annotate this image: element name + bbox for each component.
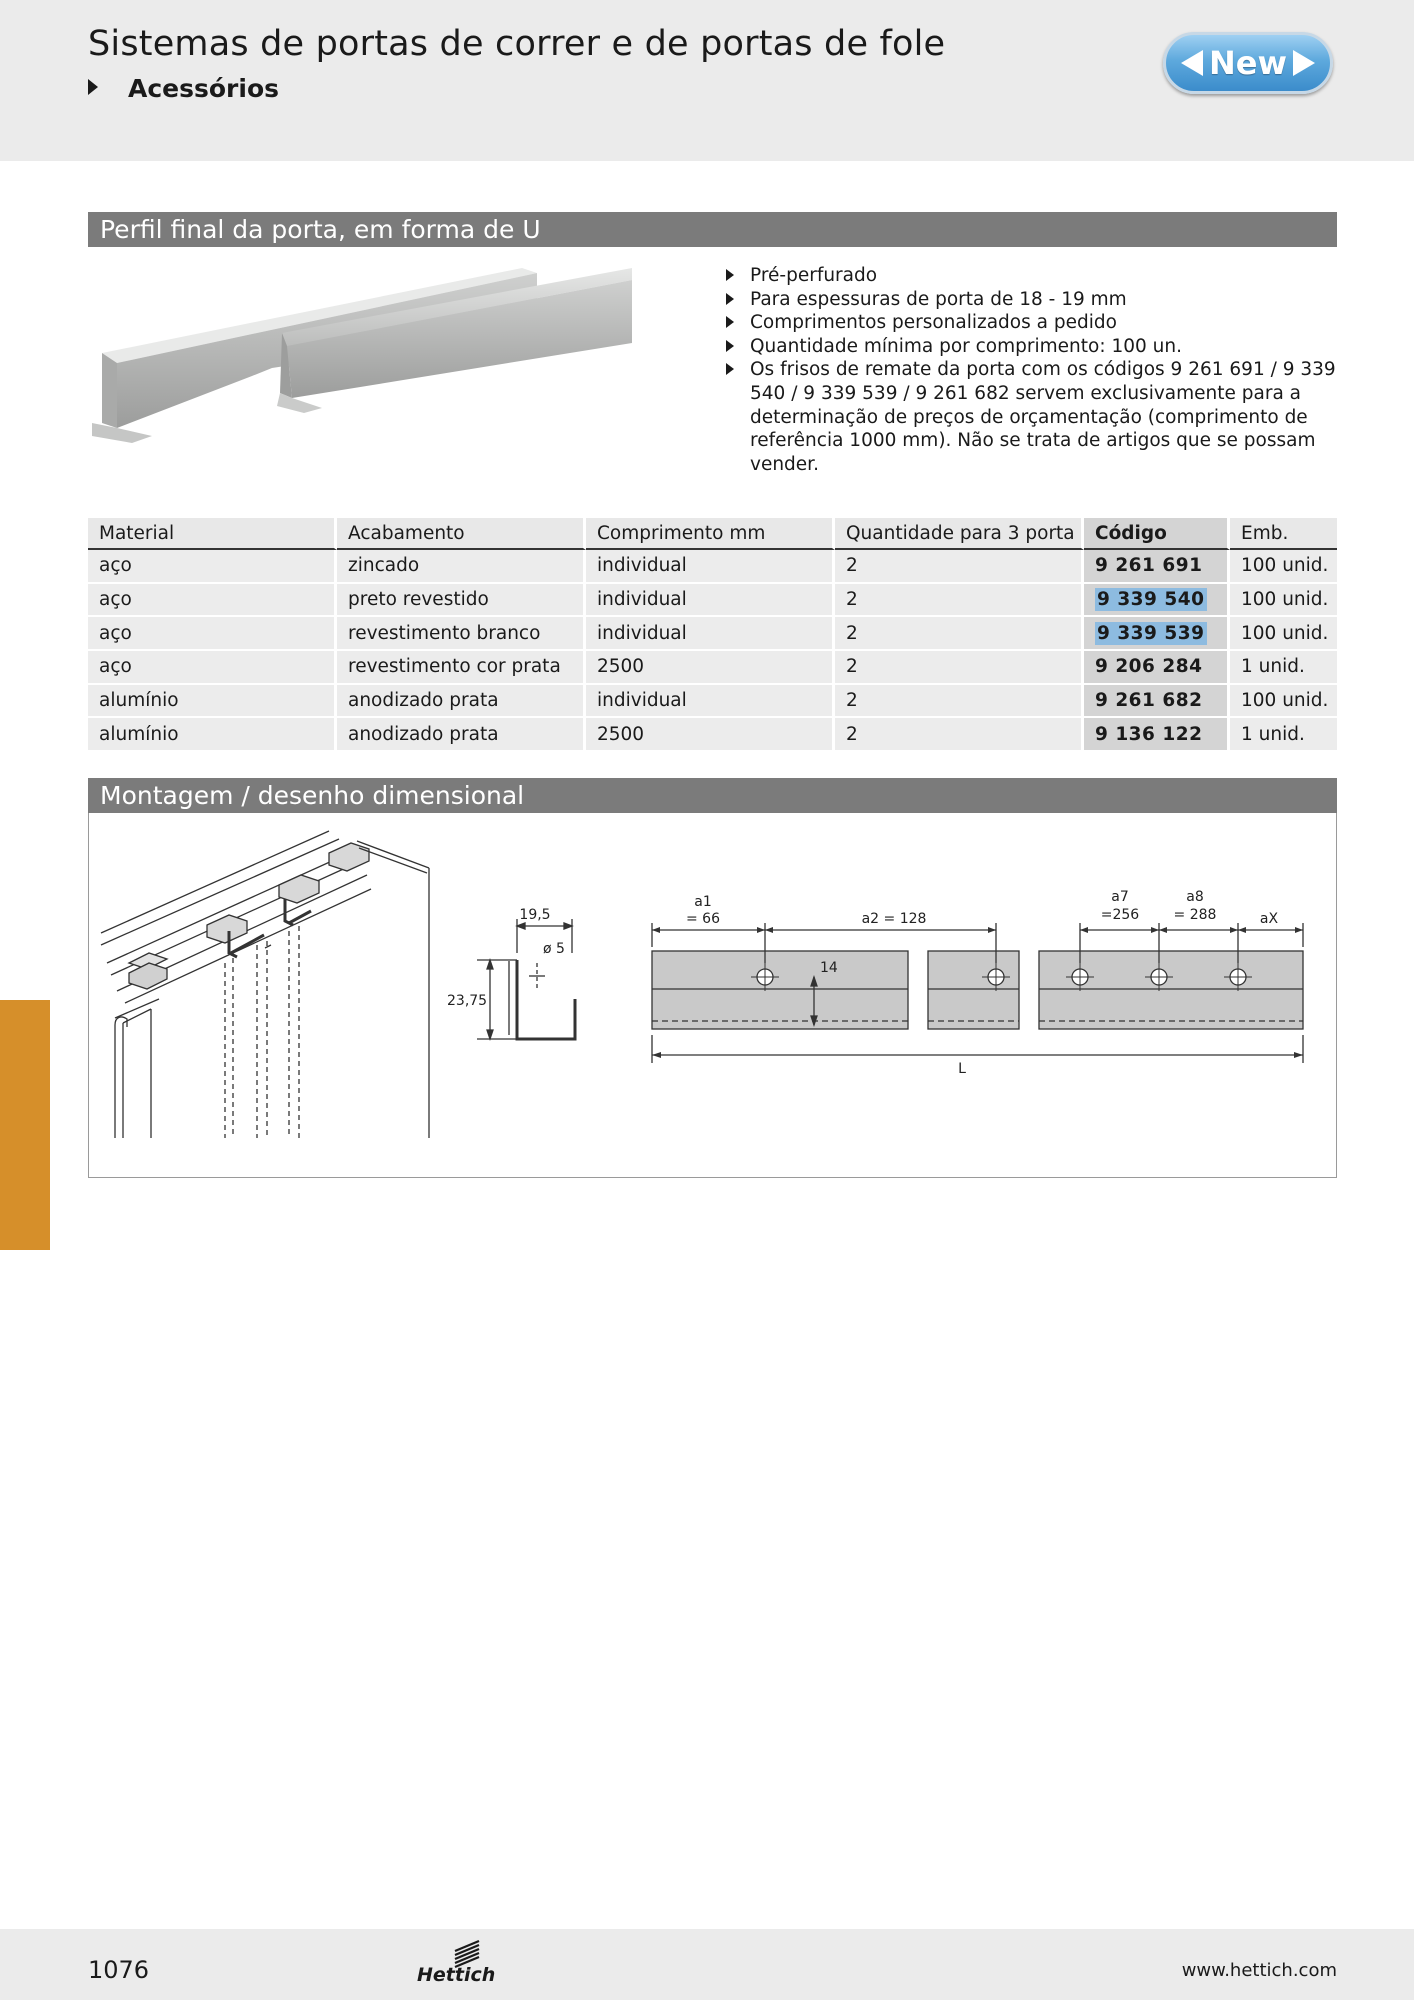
- list-item: Para espessuras de porta de 18 - 19 mm: [724, 288, 1344, 312]
- cell-pack: 100 unid.: [1230, 584, 1337, 618]
- a1-value: = 66: [686, 911, 720, 927]
- cell-pack: 100 unid.: [1230, 685, 1337, 719]
- cell-code: [1084, 584, 1230, 618]
- column-header: Quantidade para 3 porta: [835, 518, 1084, 550]
- cell-finish: anodizado prata: [337, 685, 586, 719]
- column-header: Emb.: [1230, 518, 1337, 550]
- section-title-mounting: Montagem / desenho dimensional: [88, 778, 1337, 813]
- a7-label: a7: [1111, 889, 1129, 905]
- cell-material: aço: [88, 584, 337, 618]
- table-row: [88, 550, 1337, 584]
- subtitle: [88, 74, 279, 103]
- highlighted-code: 9 339 539: [1097, 622, 1205, 644]
- table-row: [88, 685, 1337, 719]
- column-header: Acabamento: [337, 518, 586, 550]
- section-title-profile: Perfil final da porta, em forma de U: [88, 212, 1337, 247]
- a7-value: =256: [1100, 907, 1140, 923]
- dimensional-drawing-panel: [88, 813, 1337, 1178]
- list-item: Os frisos de remate da porta com os códigos 9 261 691 / 9 339 540 / 9 339 539 / 9 261 682 servem exclusivamente para a determinação de preços de orçamentação (comprimento de referência 1000 mm). Não se trata de artigos que se possam vender.: [724, 358, 1344, 476]
- cell-pack: 100 unid.: [1230, 550, 1337, 584]
- subtitle-label: Acessórios: [128, 74, 280, 103]
- footer-url[interactable]: www.hettich.com: [1181, 1960, 1337, 1981]
- page-title: Sistemas de portas de correr e de portas de fole: [88, 24, 946, 64]
- cell-pack: 100 unid.: [1230, 617, 1337, 651]
- cell-length: 2500: [586, 718, 835, 752]
- cell-code: 9 261 682: [1084, 685, 1230, 719]
- cell-finish: anodizado prata: [337, 718, 586, 752]
- mounting-sketch: [101, 831, 429, 1138]
- a8-label: a8: [1186, 889, 1204, 905]
- cell-length: individual: [586, 584, 835, 618]
- cell-finish: revestimento branco: [337, 617, 586, 651]
- ax-label: aX: [1259, 911, 1279, 927]
- cell-quantity: 2: [835, 550, 1084, 584]
- table-row: [88, 718, 1337, 752]
- cell-pack: 1 unid.: [1230, 651, 1337, 685]
- hole-offset-label: 14: [820, 960, 838, 976]
- cell-finish: zincado: [337, 550, 586, 584]
- cell-finish: preto revestido: [337, 584, 586, 618]
- new-badge: [1163, 32, 1333, 94]
- highlighted-code: 9 339 540: [1097, 589, 1205, 611]
- cell-material: aço: [88, 651, 337, 685]
- profile-cross-section: [477, 919, 575, 1039]
- cell-length: 2500: [586, 651, 835, 685]
- cell-length: individual: [586, 685, 835, 719]
- cell-quantity: 2: [835, 651, 1084, 685]
- table-header-row: [88, 518, 1337, 550]
- cell-code: [1084, 617, 1230, 651]
- cell-quantity: 2: [835, 584, 1084, 618]
- column-header: Código: [1084, 518, 1230, 550]
- feature-list: [724, 264, 1344, 476]
- a1-label: a1: [694, 894, 712, 910]
- cell-length: individual: [586, 550, 835, 584]
- hole-diameter-label: ø 5: [543, 941, 565, 957]
- dimensional-drawing: [89, 813, 1336, 1177]
- arrow-left-icon: [1181, 50, 1203, 76]
- a8-value: = 288: [1173, 907, 1217, 923]
- hettich-logo-text: Hettich: [417, 1964, 496, 1986]
- list-item: Comprimentos personalizados a pedido: [724, 311, 1344, 335]
- drilled-profile-elevation: [652, 923, 1303, 1063]
- cell-code: 9 261 691: [1084, 550, 1230, 584]
- profile-height-label: 23,75: [447, 993, 488, 1009]
- table-row: [88, 651, 1337, 685]
- cell-quantity: 2: [835, 617, 1084, 651]
- list-item: Quantidade mínima por comprimento: 100 un.: [724, 335, 1344, 359]
- column-header: Material: [88, 518, 337, 550]
- cell-quantity: 2: [835, 685, 1084, 719]
- column-header: Comprimento mm: [586, 518, 835, 550]
- cell-material: alumínio: [88, 718, 337, 752]
- chapter-side-tab: [0, 1000, 50, 1250]
- cell-pack: 1 unid.: [1230, 718, 1337, 752]
- table-row: [88, 617, 1337, 651]
- cell-finish: revestimento cor prata: [337, 651, 586, 685]
- arrow-right-icon: [1293, 50, 1315, 76]
- cell-material: aço: [88, 617, 337, 651]
- a2-label: a2 = 128: [861, 911, 927, 927]
- product-table: [88, 518, 1337, 752]
- profile-width-label: 19,5: [519, 907, 551, 923]
- list-item: Pré-perfurado: [724, 264, 1344, 288]
- cell-quantity: 2: [835, 718, 1084, 752]
- hettich-logo: [417, 1937, 496, 1986]
- length-label: L: [958, 1061, 966, 1077]
- cell-code: 9 136 122: [1084, 718, 1230, 752]
- table-row: [88, 584, 1337, 618]
- new-badge-label: New: [1208, 44, 1288, 82]
- page-number: 1076: [88, 1956, 150, 1984]
- cell-material: aço: [88, 550, 337, 584]
- cell-code: 9 206 284: [1084, 651, 1230, 685]
- triangle-right-icon: [88, 79, 98, 95]
- cell-length: individual: [586, 617, 835, 651]
- u-profile-photo: [92, 258, 672, 458]
- cell-material: alumínio: [88, 685, 337, 719]
